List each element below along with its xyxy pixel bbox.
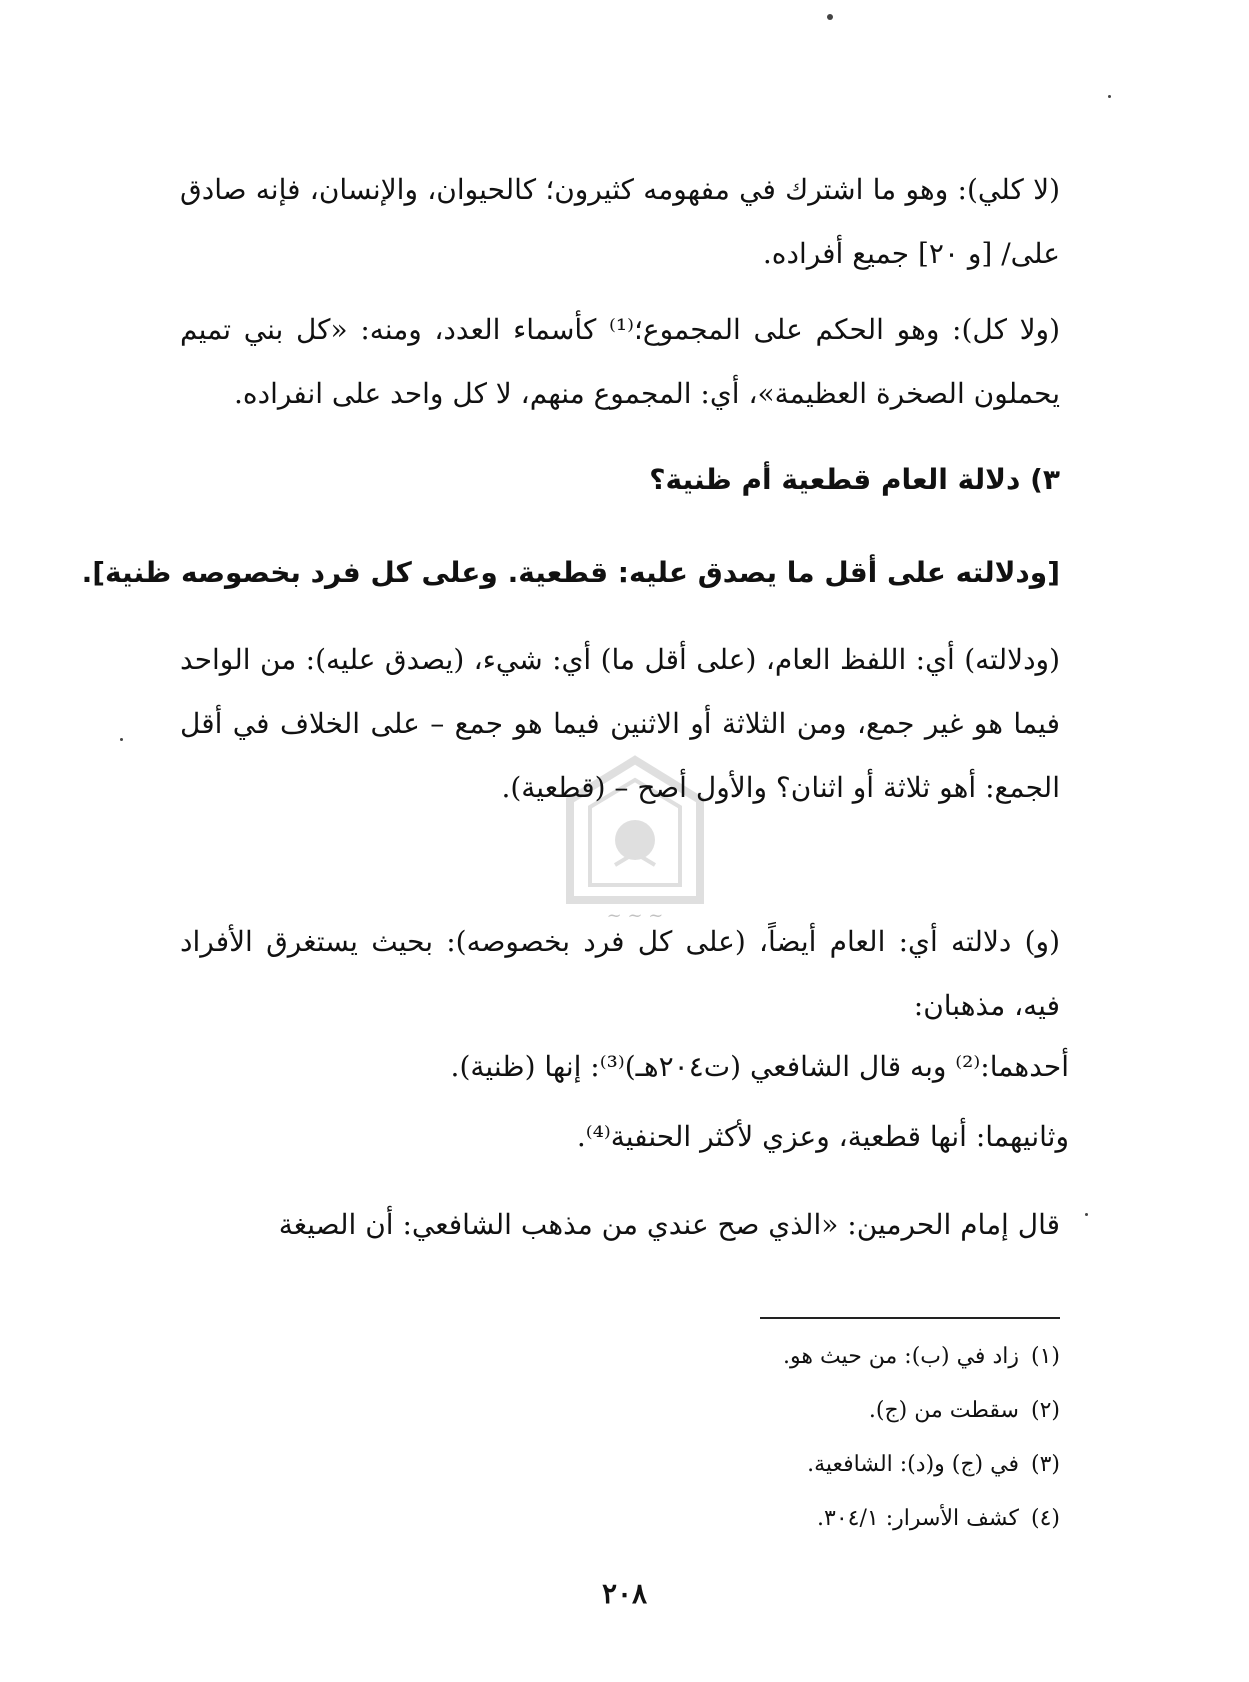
footnote-text: زاد في (ب): من حيث هو. [783,1344,1019,1369]
paragraph-kull: (ولا كل): وهو الحكم على المجموع؛⁽¹⁾ كأسماء العدد، ومنه: «كل بني تميم يحملون الصخرة العظيمة»، أي: المجموع منهم، لا كل واحد على انفراده. [180,313,1060,410]
footnote-number: (١) [1030,1344,1060,1369]
school-two: وثانيهما: أنها قطعية، وعزي لأكثر الحنفية⁽⁴⁾. [576,1120,1069,1153]
scan-speck [1108,95,1111,98]
footnote-text: سقطت من (ج). [868,1398,1019,1423]
scan-speck [1085,1213,1088,1216]
footnote-text: كشف الأسرار: ٣٠٤/١. [817,1506,1019,1531]
footnote-divider [760,1317,1060,1319]
paragraph-schools: (و) دلالته أي: العام أيضاً، (على كل فرد بخصوصه): بحيث يستغرق الأفراد فيه، مذهبان: [180,925,1060,1022]
footnote-item [783,1438,1060,1492]
footnote-item [783,1492,1060,1546]
paragraph-imam-haramayn: قال إمام الحرمين: «الذي صح عندي من مذهب الشافعي: أن الصيغة [278,1208,1060,1241]
school-one: أحدهما:⁽²⁾ وبه قال الشافعي (ت٢٠٤هـ)⁽³⁾: إنها (ظنية). [450,1050,1069,1083]
footnote-number: (٣) [1030,1452,1060,1477]
page-number: ٢٠٨ [601,1577,648,1610]
footnote-text: في (ج) و(د): الشافعية. [807,1452,1019,1477]
footnote-item [783,1384,1060,1438]
footnote-number: (٤) [1030,1506,1060,1531]
footnotes [783,1330,1060,1546]
footnote-number: (٢) [1030,1398,1060,1423]
scan-speck [827,14,833,20]
paragraph-kulli: (لا كلي): وهو ما اشترك في مفهومه كثيرون؛ كالحيوان، والإنسان، فإنه صادق على/ [و ٢٠] جميع أفراده. [180,173,1060,270]
footnote-item [783,1330,1060,1384]
section-heading: ٣) دلالة العام قطعية أم ظنية؟ [649,463,1060,496]
matn-quote: [ودلالته على أقل ما يصدق عليه: قطعية. وعلى كل فرد بخصوصه ظنية]. [81,556,1060,589]
scan-speck [120,738,123,741]
paragraph-explanation: (ودلالته) أي: اللفظ العام، (على أقل ما) أي: شيء، (يصدق عليه): من الواحد فيما هو غير جمع، ومن الثلاثة أو الاثنين فيما هو جمع – على الخلاف في أقل الجمع: أهو ثلاثة أو اثنان؟ والأول أصح – (قطعية). [180,643,1060,804]
watermark-label: ~ ~ ~ [606,905,664,926]
